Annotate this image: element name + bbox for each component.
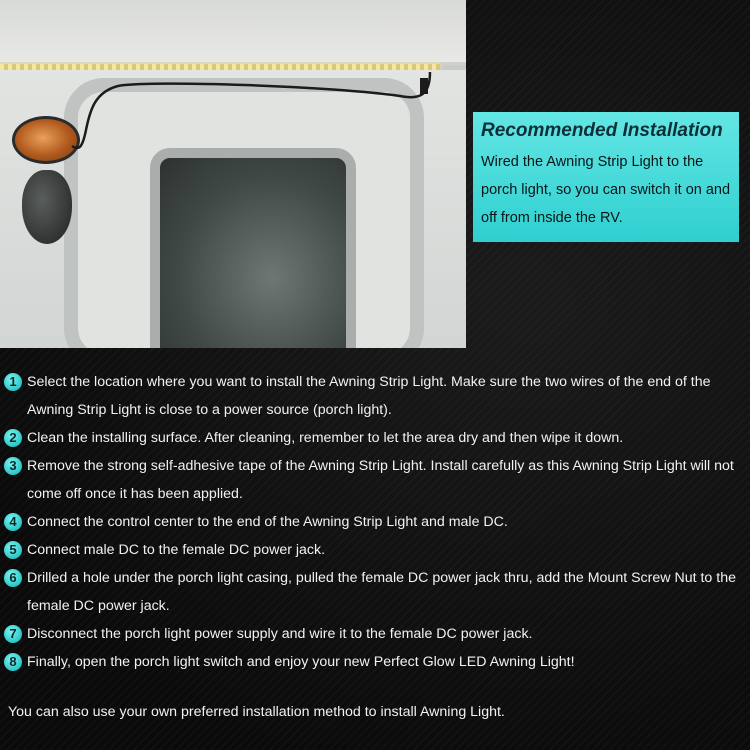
step-number-badge: 5 [4,541,22,559]
step-item [4,564,748,620]
step-number-badge: 4 [4,513,22,531]
step-item [4,536,748,564]
step-item [4,508,748,536]
power-wire [0,0,466,348]
recommended-installation-callout [473,112,739,242]
step-text: Finally, open the porch light switch and enjoy your new Perfect Glow LED Awning Light! [27,654,575,670]
installation-photo [0,0,466,348]
step-item [4,648,748,676]
step-text: Connect the control center to the end of the Awning Strip Light and male DC. [27,514,508,530]
step-number-badge: 6 [4,569,22,587]
footer-note: You can also use your own preferred installation method to install Awning Light. [8,704,505,720]
step-number-badge: 3 [4,457,22,475]
step-text: Remove the strong self-adhesive tape of the Awning Strip Light. Install carefully as this Awning Strip Light will not come off once it has been applied. [27,458,734,502]
step-number-badge: 2 [4,429,22,447]
step-item [4,424,748,452]
step-text: Disconnect the porch light power supply and wire it to the female DC power jack. [27,626,533,642]
step-number-badge: 1 [4,373,22,391]
step-item [4,452,748,508]
step-number-badge: 8 [4,653,22,671]
step-item [4,620,748,648]
step-item [4,368,748,424]
step-number-badge: 7 [4,625,22,643]
step-text: Connect male DC to the female DC power jack. [27,542,326,558]
installation-steps [4,368,748,676]
step-text: Select the location where you want to install the Awning Strip Light. Make sure the two wires of the end of the Awning Strip Light is close to a power source (porch light). [27,374,711,418]
callout-body: Wired the Awning Strip Light to the porch light, so you can switch it on and off from inside the RV. [481,154,731,226]
callout-title: Recommended Installation [481,120,723,141]
step-text: Drilled a hole under the porch light casing, pulled the female DC power jack thru, add the Mount Screw Nut to the female DC power jack. [27,570,736,614]
step-text: Clean the installing surface. After cleaning, remember to let the area dry and then wipe it down. [27,430,624,446]
